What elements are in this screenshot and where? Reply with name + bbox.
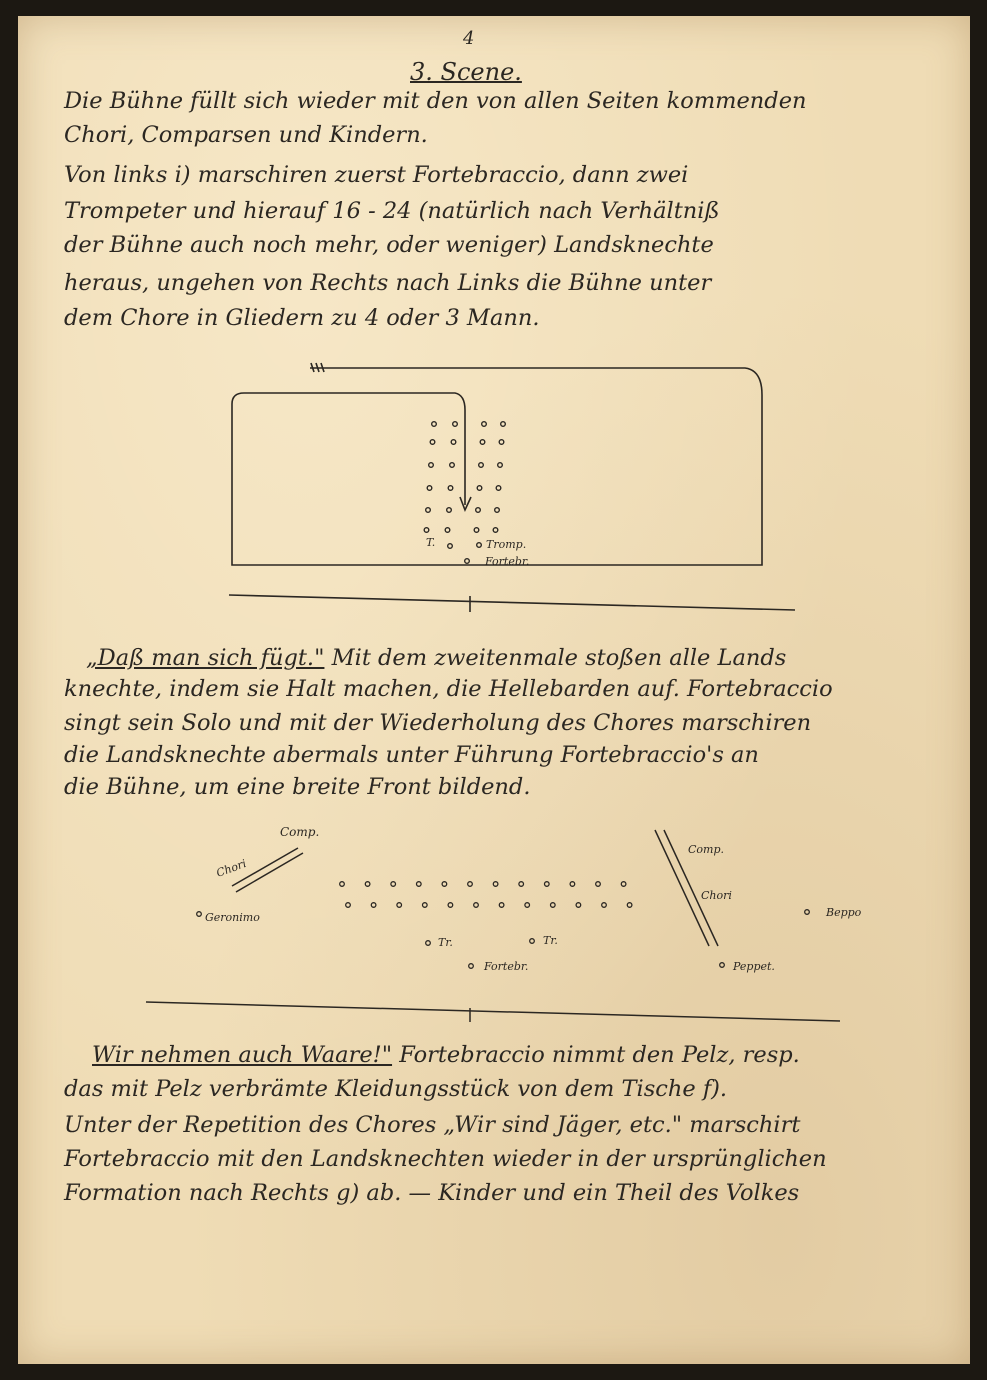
text-line: die Landsknechte abermals unter Führung Fortebraccio's an [64,742,759,768]
text-line: Chori, Comparsen und Kindern. [64,122,428,148]
soldier-mark [474,903,479,908]
soldier-mark [551,903,556,908]
text-run: Fortebraccio nimmt den Pelz, resp. [392,1042,800,1068]
text-line: das mit Pelz verbrämte Kleidungsstück von dem Tische f). [64,1076,728,1102]
soldier-mark [602,903,607,908]
text-line: die Bühne, um eine breite Front bildend. [64,774,531,800]
text-line: heraus, ungehen von Rechts nach Links die Bühne unter [64,270,712,296]
soldier-mark [519,882,524,887]
soldier-mark [576,903,581,908]
quote: Wir nehmen auch Waare!" [92,1042,393,1068]
label-t: T. [426,536,436,549]
text-line [92,1042,800,1068]
soldier-mark [596,882,601,887]
label-chori-right: Chori [701,889,732,902]
text-line: dem Chore in Gliedern zu 4 oder 3 Mann. [64,305,540,331]
soldier-mark [570,882,575,887]
text-line: Die Bühne füllt sich wieder mit den von allen Seiten kommenden [64,88,807,114]
stage-front-line [146,1002,840,1021]
soldier-mark [530,939,535,944]
soldier-mark [442,882,447,887]
soldier-mark [426,941,431,946]
text-line: Formation nach Rechts g) ab. — Kinder und ein Theil des Volkes [64,1180,800,1206]
soldier-mark [365,882,370,887]
quote: „Daß man sich fügt." [86,645,325,671]
text-line: der Bühne auch noch mehr, oder weniger) Landsknechte [64,232,714,258]
soldier-mark [621,882,626,887]
soldier-mark [423,903,428,908]
soldier-mark [720,963,725,968]
soldier-mark [391,882,396,887]
label-tr-2: Tr. [543,934,558,947]
label-peppet: Peppet. [733,960,775,973]
text-line: Fortebraccio mit den Landsknechten wieder in der ursprünglichen [64,1146,827,1172]
label-chori-left: Chori [214,857,249,880]
soldier-mark [469,964,474,969]
soldier-mark [805,910,810,915]
text-line: knechte, indem sie Halt machen, die Hellebarden auf. Fortebraccio [64,676,833,702]
soldier-mark [448,903,453,908]
soldier-mark [340,882,345,887]
soldier-mark [545,882,550,887]
soldier-mark [627,903,632,908]
text-line: Von links i) marschiren zuerst Fortebraccio, dann zwei [64,162,689,188]
label-comp-right: Comp. [688,843,725,856]
scene-title: 3. Scene. [410,58,522,86]
soldier-mark [346,903,351,908]
label-beppo: Beppo [826,906,862,919]
text-line: Trompeter und hierauf 16 - 24 (natürlich nach Verhältniß [64,198,720,224]
soldier-mark [397,903,402,908]
soldier-mark [525,903,530,908]
soldier-mark [493,882,498,887]
label-comp-left: Comp. [280,825,320,839]
label-fortebr: Fortebr. [484,960,529,973]
label-geronimo: Geronimo [205,911,260,924]
text-line: Unter der Repetition des Chores „Wir sind Jäger, etc." marschirt [64,1112,801,1138]
text-run: Mit dem zweitenmale stoßen alle Lands [324,645,787,671]
soldier-mark [417,882,422,887]
soldier-mark [197,912,202,917]
soldier-mark [371,903,376,908]
label-tromp: Tromp. [486,538,527,551]
soldier-mark [468,882,473,887]
label-fortebr: Fortebr. [485,555,530,568]
soldier-mark [499,903,504,908]
label-tr-1: Tr. [438,936,453,949]
text-line: singt sein Solo und mit der Wiederholung des Chores marschiren [64,710,812,736]
page-number: 4 [463,28,475,49]
